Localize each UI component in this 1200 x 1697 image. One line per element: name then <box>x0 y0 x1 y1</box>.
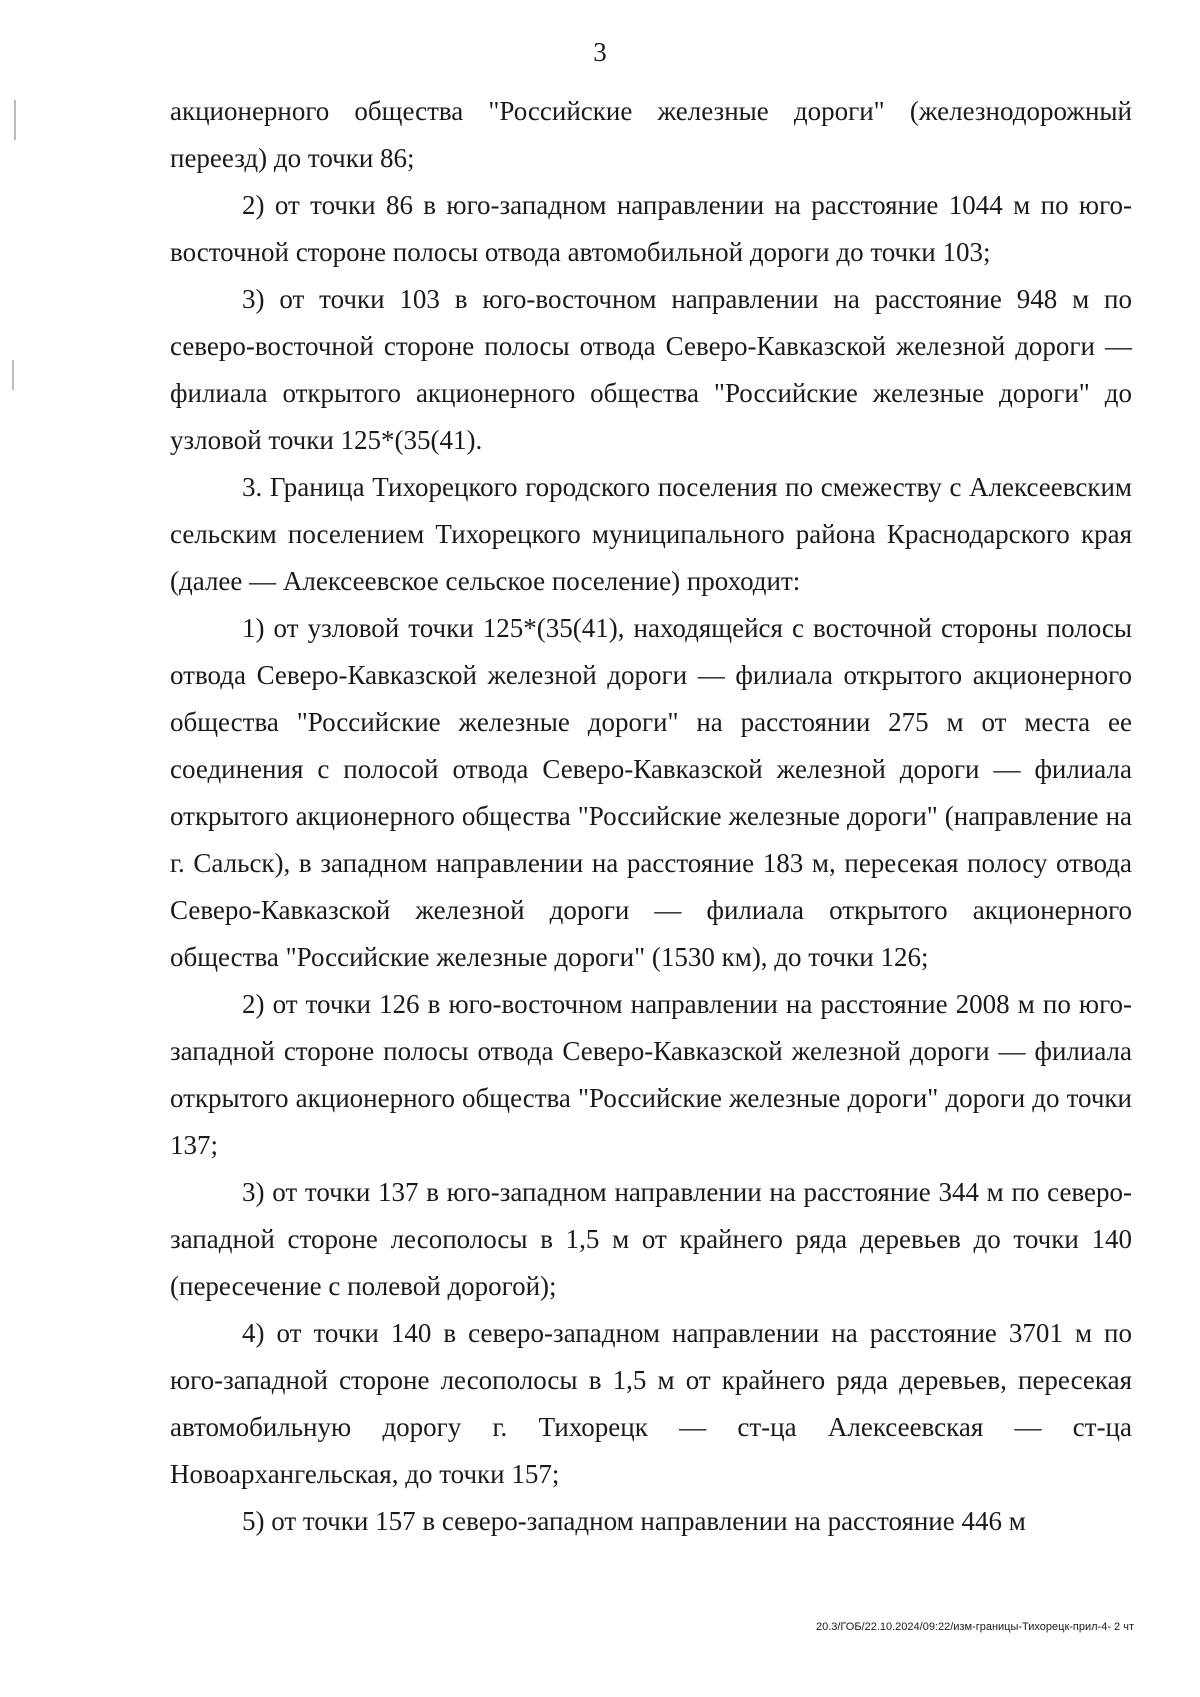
scan-artifact <box>12 360 14 390</box>
paragraph: 5) от точки 157 в северо-западном направлении на расстояние 446 м <box>242 1506 1026 1536</box>
document-reference-footer: 20.3/ГОБ/22.10.2024/09:22/изм-границы-Тихорецк-прил-4- 2 чт <box>815 1621 1134 1633</box>
scan-artifact <box>14 100 16 140</box>
paragraph: 1) от узловой точки 125*(35(41), находящейся с восточной стороны полосы отвода Северо-Кавказской железной дороги — филиала открытого акционерного общества "Российские железные дороги" на расстоянии 275 м от места ее соединения с полосой отвода Северо-Кавказской железной дороги — филиала открытого акционерного общества "Российские железные дороги" (направление на г. Сальск), в западном направлении на расстояние 183 м, пересекая полосу отвода Северо-Кавказской железной дороги — филиала открытого акционерного общества "Российские железные дороги" (1530 км), до точки 126; <box>170 613 1132 972</box>
paragraph: 3) от точки 137 в юго-западном направлении на расстояние 344 м по северо-западной стороне лесополосы в 1,5 м от крайнего ряда деревьев до точки 140 (пересечение с полевой дорогой); <box>170 1177 1132 1301</box>
paragraph: 4) от точки 140 в северо-западном направлении на расстояние 3701 м по юго-западной стороне лесополосы в 1,5 м от крайнего ряда деревьев, пересекая автомобильную дорогу г. Тихорецк — ст-ца Алексеевская — ст-ца Новоархангельская, до точки 157; <box>170 1318 1132 1489</box>
paragraph: акционерного общества "Российские железные дороги" (железнодорожный переезд) до точки 86; <box>170 96 1132 173</box>
paragraph: 3. Граница Тихорецкого городского поселения по смежеству с Алексеевским сельским поселением Тихорецкого муниципального района Краснодарского края (далее — Алексеевское сельское поселение) проходит: <box>170 472 1132 596</box>
paragraph: 2) от точки 86 в юго-западном направлении на расстояние 1044 м по юго-восточной стороне полосы отвода автомобильной дороги до точки 103; <box>170 190 1132 267</box>
document-body <box>170 88 1132 1545</box>
page-number: 3 <box>593 37 607 67</box>
paragraph: 3) от точки 103 в юго-восточном направлении на расстояние 948 м по северо-восточной стороне полосы отвода Северо-Кавказской железной дороги — филиала открытого акционерного общества "Российские железные дороги" до узловой точки 125*(35(41). <box>170 284 1132 455</box>
paragraph: 2) от точки 126 в юго-восточном направлении на расстояние 2008 м по юго-западной стороне полосы отвода Северо-Кавказской железной дороги — филиала открытого акционерного общества "Российские железные дороги" дороги до точки 137; <box>170 989 1132 1160</box>
